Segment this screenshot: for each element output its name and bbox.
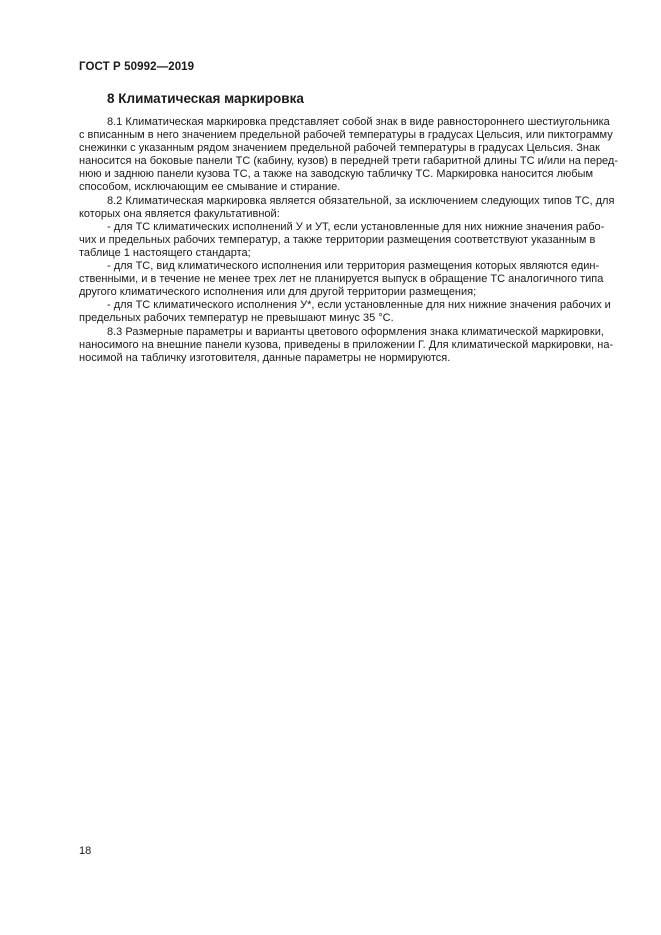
text-line: наносится на боковые панели ТС (кабину, кузов) в передней трети габаритной длины ТС и/или на перед-	[79, 155, 619, 168]
text-line: 8.3 Размерные параметры и варианты цветового оформления знака климатической маркировки,	[107, 325, 604, 338]
text-line: способом, исключающим ее смывание и стирание.	[79, 181, 341, 194]
text-line: нюю и заднюю панели кузова ТС, а также на заводскую табличку ТС. Маркировка наносится любым	[79, 168, 594, 181]
text-line: которых она является факультативной:	[79, 207, 280, 220]
section-title: 8 Климатическая маркировка	[107, 91, 304, 106]
paragraph-8-1	[79, 116, 619, 195]
paragraph-8-3	[79, 325, 614, 365]
text-line: 8.2 Климатическая маркировка является обязательной, за исключением следующих типов ТС, для	[107, 194, 615, 207]
text-line: другого климатического исполнения или для другой территории размещения;	[79, 286, 477, 299]
list-item	[79, 220, 605, 260]
text-line: таблице 1 настоящего стандарта;	[79, 246, 251, 259]
text-line: с вписанным в него значением предельной рабочей температуры в градусах Цельсия, или пиктограмму	[79, 129, 613, 142]
list-item	[79, 260, 604, 299]
text-line: чих и предельных рабочих температур, а также территории размещения соответствуют указанным в	[79, 233, 596, 246]
text-line: - для ТС, вид климатического исполнения или территория размещения которых являются един-	[107, 260, 600, 273]
text-line: носимой на табличку изготовителя, данные параметры не нормируются.	[79, 351, 451, 364]
document-code-header: ГОСТ Р 50992—2019	[79, 61, 195, 73]
text-line: снежинки с указанным рядом значением предельной рабочей температуры в градусах Цельсия. Знак	[79, 142, 600, 155]
text-line: - для ТС климатического исполнения У*, если установленные для них нижние значения рабочих и	[107, 299, 611, 312]
page-number: 18	[79, 845, 92, 857]
text-line: 8.1 Климатическая маркировка представляет собой знак в виде равностороннего шестиугольника	[107, 116, 610, 128]
list-item	[79, 299, 611, 325]
text-line: предельных рабочих температур не превышают минус 35 °С.	[79, 312, 394, 325]
text-line: - для ТС климатических исполнений У и УТ, если установленные для них нижние значения рабо-	[107, 220, 605, 233]
section-body	[79, 116, 619, 365]
text-line: ственными, и в течение не менее трех лет не планируется выпуск в обращение ТС аналогичного типа	[79, 273, 604, 286]
text-line: наносимого на внешние панели кузова, приведены в приложении Г. Для климатической маркировки, на-	[79, 338, 614, 351]
paragraph-8-2	[79, 194, 615, 221]
